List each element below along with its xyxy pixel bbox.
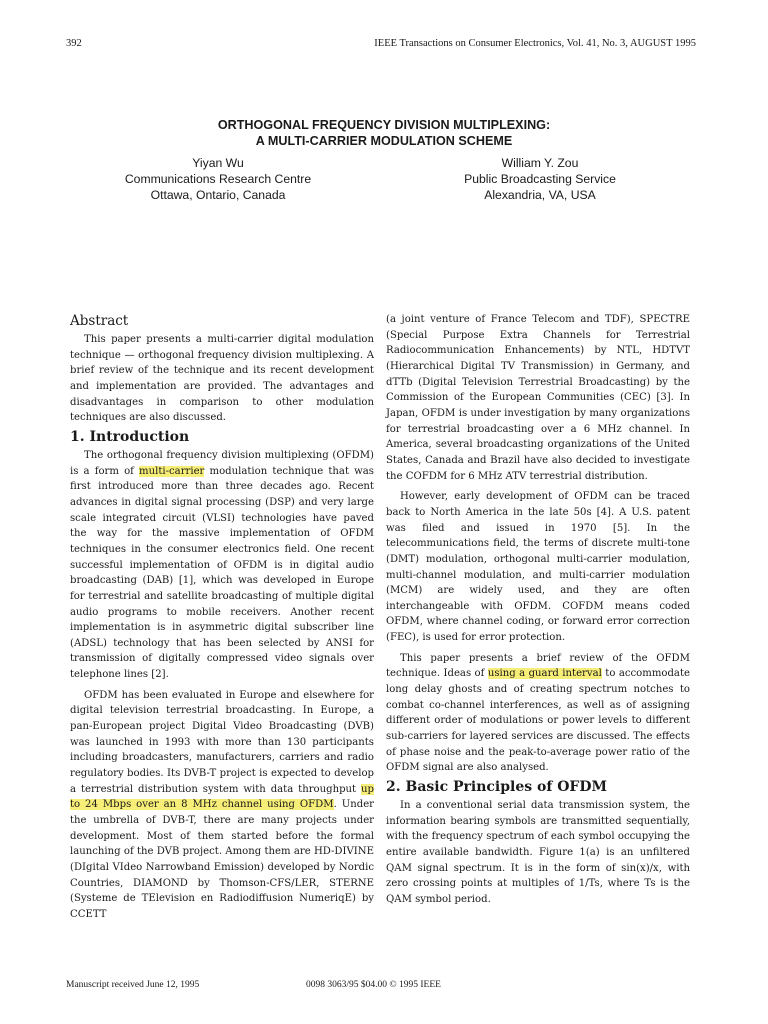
- abstract-heading: Abstract: [70, 313, 129, 329]
- paragraph: However, early development of OFDM can be traced back to North America in the late 50s [4]. A U.S. patent was filed and issued in 1970 [5]. In the telecommunications field, the terms of discrete multi-tone (DMT) modulation, orthogonal multi-carrier modulation, multi-channel modulation, and multi-carrier modulation (MCM) are widely used, and they are often interchangeable with OFDM. COFDM means coded OFDM, where channel coding, or forward error correction (FEC), is used for error protection.: [386, 491, 690, 644]
- highlighted-text: multi-carrier: [139, 465, 205, 477]
- author-location: Ottawa, Ontario, Canada: [150, 188, 286, 203]
- author-2: [440, 155, 640, 204]
- paragraph: [70, 688, 374, 923]
- author-affiliation: Communications Research Centre: [124, 172, 312, 187]
- text-span: . Under the umbrella of DVB-T, there are many projects under development. Most of them started before the formal launching of the DVB project. Among them are HD-DIVINE (DIgital VIdeo Narrowband Emission) developed by Nordic Countries, DIAMOND by Thomson-CFS/LER, STERNE (Systeme de TElevision en Radiodiffusion NumeriqE) by CCETT: [70, 799, 375, 920]
- paragraph-continued: (a joint venture of France Telecom and TDF), SPECTRE (Special Purpose Extra Channels for Terrestrial Radiocommunication Enhancements) by NTL, HDTVT (Hierarchical Digital TV Transmission) in Germany, and dTTb (Digital Television Terrestrial Broadcasting) by the Commission of the European Communities (CEC) [3]. In Japan, OFDM is under investigation by many organizations for terrestrial broadcasting over a 6 MHz channel. In America, several broadcasting organizations of the United States, Canada and Brazil have also decided to investigate the COFDM for 6 MHz ATV terrestrial distribution.: [386, 314, 690, 482]
- title-line-2: A MULTI-CARRIER MODULATION SCHEME: [255, 134, 513, 148]
- text-span: This paper presents a brief review of the OFDM technique. Ideas of: [386, 652, 690, 680]
- highlighted-text: using a guard interval: [487, 668, 602, 680]
- author-name: William Y. Zou: [501, 156, 579, 170]
- journal-header: IEEE Transactions on Consumer Electronics, Vol. 41, No. 3, AUGUST 1995: [374, 38, 696, 49]
- right-column: [386, 312, 690, 908]
- author-name: Yiyan Wu: [192, 156, 244, 170]
- abstract-text: This paper presents a multi-carrier digital modulation technique — orthogonal frequency division multiplexing. A brief review of the technique and its recent development and implementation are provided. The advantages and disadvantages in comparison to other modulation techniques are also discussed.: [70, 334, 374, 424]
- author-location: Alexandria, VA, USA: [484, 188, 596, 203]
- left-column: [70, 312, 374, 923]
- text-span: to accommodate long delay ghosts and of creating spectrum notches to combat co-channel interferences, as well as of assigning different order of modulations or power levels to different sub-carriers for layered services are discussed. The effects of phase noise and the peak-to-average power ratio of the OFDM signal are also analysed.: [386, 668, 690, 774]
- manuscript-received-note: Manuscript received June 12, 1995: [66, 980, 200, 990]
- paper-title: [0, 117, 768, 149]
- text-span: The orthogonal frequency division multiplexing (OFDM) is a form of: [70, 449, 374, 477]
- highlighted-text: up to 24 Mbps over an 8 MHz channel using OFDM: [70, 783, 374, 811]
- page-number: 392: [66, 38, 82, 49]
- author-affiliation: Public Broadcasting Service: [464, 172, 616, 187]
- paragraph: [386, 651, 690, 776]
- text-span: OFDM has been evaluated in Europe and elsewhere for digital television terrestrial broadcasting. In Europe, a pan-European project Digital Video Broadcasting (DVB) was launched in 1993 with more than 130 participants including broadcasters, manufacturers, carriers and radio regulatory bodies. Its DVB-T project is expected to develop a terrestrial distribution system with data throughput: [70, 689, 374, 795]
- paragraph: In a conventional serial data transmission system, the information bearing symbols are transmitted sequentially, with the frequency spectrum of each symbol occupying the entire available bandwidth. Figure 1(a) is an unfiltered QAM signal spectrum. It is in the form of sin(x)/x, with zero crossing points at multiples of 1/Ts, where Ts is the QAM symbol period.: [386, 800, 690, 905]
- author-1: [108, 155, 328, 204]
- section-heading-introduction: 1. Introduction: [70, 428, 190, 445]
- paragraph: [70, 448, 374, 683]
- title-line-1: ORTHOGONAL FREQUENCY DIVISION MULTIPLEXING:: [217, 118, 551, 132]
- text-span: modulation technique that was first introduced more than three decades ago. Recent advances in digital signal processing (DSP) and very large scale integrated circuit (VLSI) technologies have paved the way for the massive implementation of OFDM techniques in the consumer electronics field. One recent successful implementation of OFDM is in digital audio broadcasting (DAB) [1], which was developed in Europe for terrestrial and satellite broadcasting of multiple digital audio programs to mobile receivers. Another recent implementation is in asymmetric digital subscriber line (ADSL) technology that has been selected by ANSI for transmission of digitally compressed video signals over telephone lines [2].: [70, 465, 374, 681]
- section-heading-basic-principles: 2. Basic Principles of OFDM: [386, 779, 608, 796]
- copyright-note: 0098 3063/95 $04.00 © 1995 IEEE: [306, 980, 441, 990]
